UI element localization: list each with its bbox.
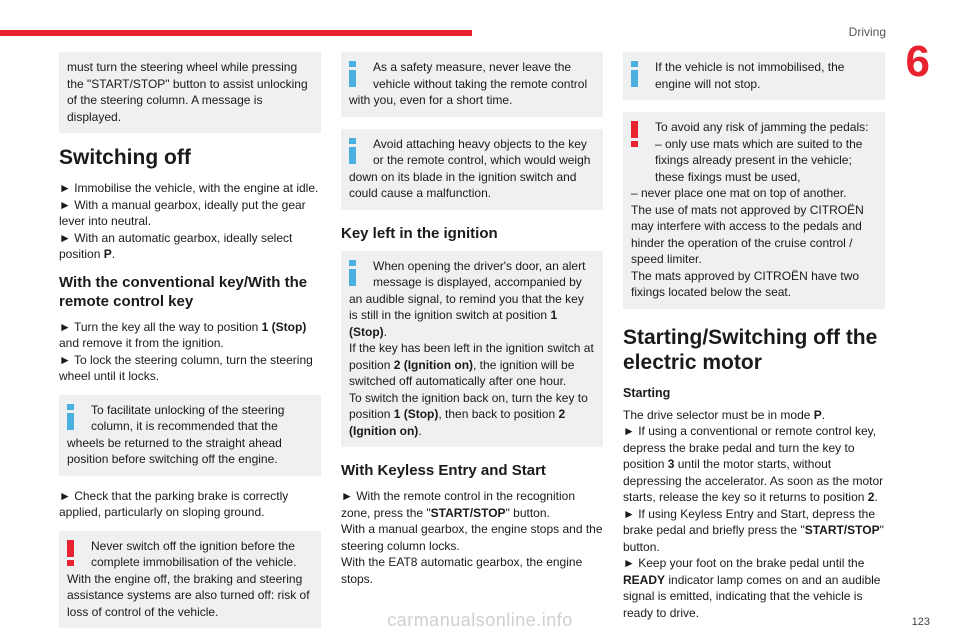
heading-switching-off: Switching off [59,146,191,169]
info-box-safety: As a safety measure, never leave the vehicle without taking the remote control with you, even for a short time. [341,52,603,117]
heading-electric-motor: Starting/Switching off the electric motor [623,325,878,374]
warning-box-ignition: Never switch off the ignition before the complete immobilisation of the vehicle. With the engine off, the braking and steering assistance systems are also turned off: risk of loss of control of the vehicle. [59,531,321,629]
warning-icon [631,121,639,147]
info-icon [349,260,357,286]
paragraph-starting: The drive selector must be in mode P. ► If using a conventional or remote control key, depress the brake pedal and turn the key to position 3 until the motor starts, without depressing the accelerator. As soon as the motor starts, release the key so it returns to position 2. ► If using Keyless Entry and Start, depress the brake pedal and briefly press the "START/STOP" button. ► Keep your foot on the brake pedal until the READY indicator lamp comes on and an audible signal is emitted, indicating that the vehicle is ready to drive. [623,407,884,620]
section-title: Driving [848,25,886,39]
heading-keyless: With Keyless Entry and Start [341,462,546,479]
heading-key-left: Key left in the ignition [341,224,498,242]
warning-box-mats: To avoid any risk of jamming the pedals: – only use mats which are suited to the fixings already present in the vehicle; these fixings must be used, – never place one mat on top of another. The use of mats not approved by CITROËN may interfere with access to the pedals and hinder the operation of the cruise control / speed limiter. The mats approved by CITROËN have two fixings located below the seat. [623,112,885,309]
info-box-unlocking: To facilitate unlocking of the steering column, it is recommended that the wheels be returned to the straight ahead position before switching off the engine. [59,395,321,476]
header-accent-bar [0,30,472,36]
info-icon [67,404,75,430]
info-icon [631,61,639,87]
column-2 [341,52,603,597]
column-3 [623,52,885,631]
info-icon [349,138,357,164]
info-box-heavy-objects: Avoid attaching heavy objects to the key or the remote control, which would weigh down on its blade in the ignition switch and could cause a malfunction. [341,129,603,210]
note-box-steering: must turn the steering wheel while pressing the "START/STOP" button to assist unlocking of the steering column. A message is displayed. [59,52,321,133]
info-box-key-left: When opening the driver's door, an alert message is displayed, accompanied by an audible signal, to remind you that the key is still in the ignition switch at position 1 (Stop). If the key has been left in the ignition switch at position 2 (Ignition on), the ignition will be switched off automatically after one hour. To switch the ignition back on, turn the key to position 1 (Stop), then back to position 2 (Ignition on). [341,251,603,448]
info-box-not-immobilised: If the vehicle is not immobilised, the engine will not stop. [623,52,885,100]
page-number: 123 [911,616,930,628]
paragraph-keyless: ► With the remote control in the recognition zone, press the "START/STOP" button. With a manual gearbox, the engine stops and the steering column locks. With the EAT8 automatic gearbox, the engine stops. [341,489,603,586]
heading-conventional-key: With the conventional key/With the remote control key [59,273,308,310]
heading-starting: Starting [623,385,671,400]
paragraph-turn-key: ► Turn the key all the way to position 1 (Stop) and remove it from the ignition. ► To lock the steering column, turn the steering wheel until it locks. [59,319,313,383]
chapter-number: 6 [905,37,930,86]
watermark: carmanualsonline.info [387,610,573,630]
column-1 [59,52,321,640]
paragraph-switching-off: ► Immobilise the vehicle, with the engine at idle. ► With a manual gearbox, ideally put the gear lever into neutral. ► With an automatic gearbox, ideally select position P. [59,181,319,261]
warning-icon [67,540,75,566]
paragraph-parking-brake: ► Check that the parking brake is correctly applied, particularly on sloping ground. [59,488,289,519]
info-icon [349,61,357,87]
